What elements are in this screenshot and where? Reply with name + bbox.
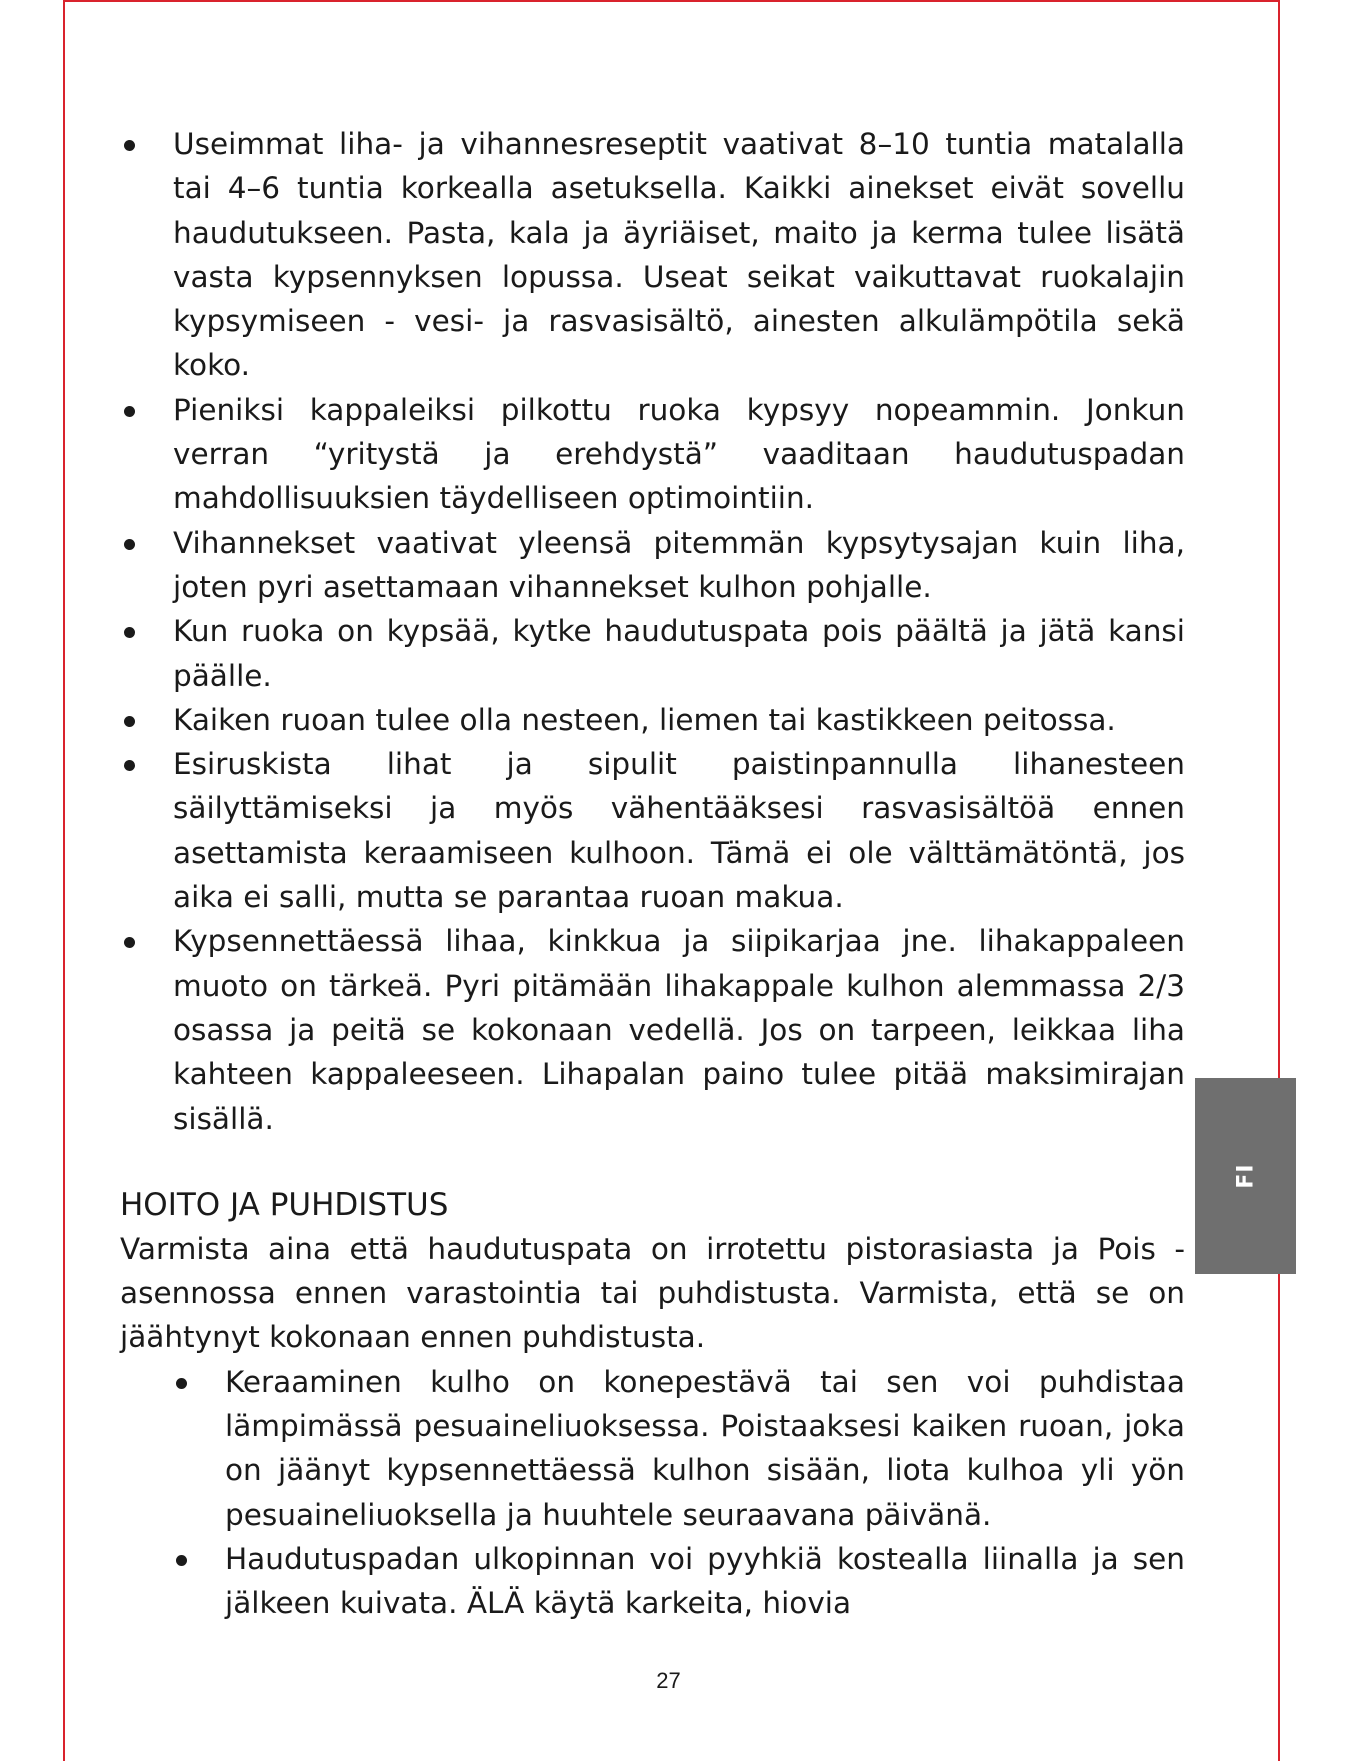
list-item: Haudutuspadan ulkopinnan voi pyyhkiä kostealla liinalla ja sen jälkeen kuivata. ÄLÄ käytä karkeita, hiovia [172, 1537, 1185, 1626]
page-border-right [1278, 0, 1280, 1761]
list-item: Kaiken ruoan tulee olla nesteen, liemen tai kastikkeen peitossa. [120, 698, 1185, 742]
section-paragraph: Varmista aina että haudutuspata on irrotettu pistorasiasta ja Pois -asennossa ennen varastointia tai puhdistusta. Varmista, että se on jäähtynyt kokonaan ennen puhdistusta. [120, 1231, 1185, 1355]
list-item: Useimmat liha- ja vihannesreseptit vaativat 8–10 tuntia matalalla tai 4–6 tuntia korkealla asetuksella. Kaikki ainekset eivät sovellu haudutukseen. Pasta, kala ja äyriäiset, maito ja kerma tulee lisätä vasta kypsennyksen lopussa. Useat seikat vaikuttavat ruokalajin kypsymiseen - vesi- ja rasvasisältö, ainesten alkulämpötila sekä koko. [120, 122, 1185, 388]
list-item: Kun ruoka on kypsää, kytke haudutuspata pois päältä ja jätä kansi päälle. [120, 609, 1185, 698]
list-item: Esiruskista lihat ja sipulit paistinpannulla lihanesteen säilyttämiseksi ja myös vähentääksesi rasvasisältöä ennen asettamista keraamiseen kulhoon. Tämä ei ole välttämätöntä, jos aika ei salli, mutta se parantaa ruoan makua. [120, 742, 1185, 919]
list-item: Pieniksi kappaleiksi pilkottu ruoka kypsyy nopeammin. Jonkun verran “yritystä ja erehdystä” vaaditaan haudutuspadan mahdollisuuksien täydelliseen optimointiin. [120, 388, 1185, 521]
list-item: Vihannekset vaativat yleensä pitemmän kypsytysajan kuin liha, joten pyri asettamaan vihannekset kulhon pohjalle. [120, 521, 1185, 610]
page-content [120, 122, 1185, 1626]
page-border-left [63, 0, 65, 1761]
cleaning-list [172, 1360, 1185, 1626]
page-number: 27 [656, 1668, 681, 1693]
language-tab-label: FI [1233, 1163, 1258, 1189]
tips-list [120, 122, 1185, 1141]
language-tab [1195, 1078, 1296, 1274]
section-heading: HOITO JA PUHDISTUS [120, 1186, 449, 1223]
list-item: Keraaminen kulho on konepestävä tai sen voi puhdistaa lämpimässä pesuaineliuoksessa. Poistaaksesi kaiken ruoan, joka on jäänyt kypsennettäessä kulhon sisään, liota kulhoa yli yön pesuaineliuoksella ja huuhtele seuraavana päivänä. [172, 1360, 1185, 1537]
page-border-top [63, 0, 1280, 2]
list-item: Kypsennettäessä lihaa, kinkkua ja siipikarjaa jne. lihakappaleen muoto on tärkeä. Pyri pitämään lihakappale kulhon alemmassa 2/3 osassa ja peitä se kokonaan vedellä. Jos on tarpeen, leikkaa liha kahteen kappaleeseen. Lihapalan paino tulee pitää maksimirajan sisällä. [120, 919, 1185, 1140]
